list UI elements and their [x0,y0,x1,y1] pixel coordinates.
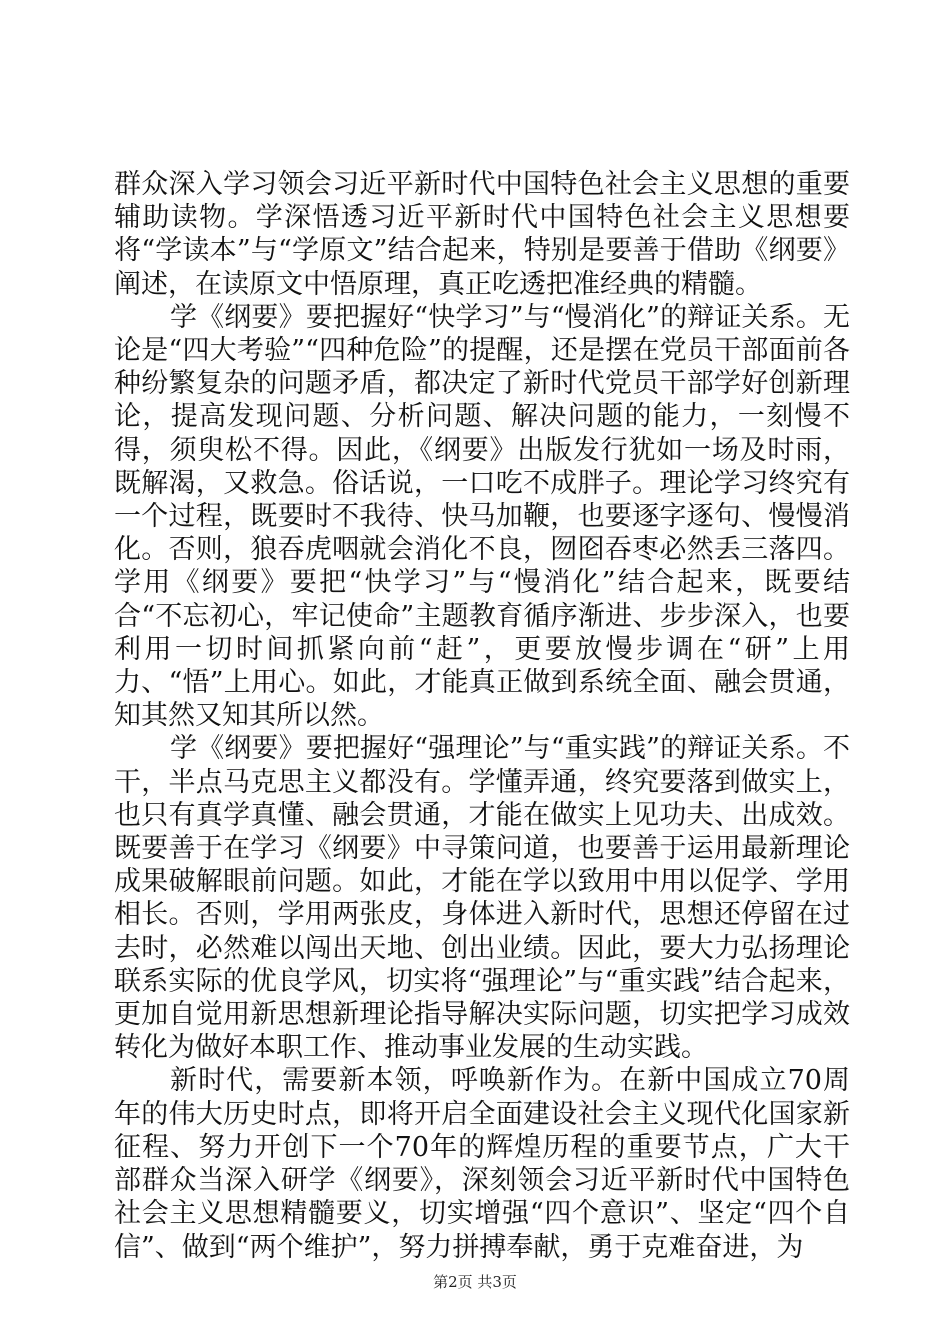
paragraph-continuation: 群众深入学习领会习近平新时代中国特色社会主义思想的重要辅助读物。学深悟透习近平新时代中国特色社会主义思想要将“学读本”与“学原文”结合起来，特别是要善于借助《纲要》阐述，在读原文中悟原理，真正吃透把准经典的精髓。 [114,169,850,300]
paragraph-fast-study-slow-digest: 学《纲要》要把握好“快学习”与“慢消化”的辩证关系。无论是“四大考验”“四种危险”的提醒，还是摆在党员干部面前各种纷繁复杂的问题矛盾，都决定了新时代党员干部学好创新理论，提高发现问题、分析问题、解决问题的能力，一刻慢不得，须臾松不得。因此，《纲要》出版发行犹如一场及时雨，既解渴，又救急。俗话说，一口吃不成胖子。理论学习终究有一个过程，既要时不我待、快马加鞭，也要逐字逐句、慢慢消化。否则，狼吞虎咽就会消化不良，囫囵吞枣必然丢三落四。学用《纲要》要把“快学习”与“慢消化”结合起来，既要结合“不忘初心，牢记使命”主题教育循序渐进、步步深入，也要利用一切时间抓紧向前“赶”，更要放慢步调在“研”上用力、“悟”上用心。如此，才能真正做到系统全面、融会贯通，知其然又知其所以然。 [114,301,850,732]
page-number-footer: 第2页 共3页 [433,1273,517,1291]
document-body [114,168,850,1264]
paragraph-theory-and-practice: 学《纲要》要把握好“强理论”与“重实践”的辩证关系。不干，半点马克思主义都没有。学懂弄通，终究要落到做实上，也只有真学真懂、融会贯通，才能在做实上见功夫、出成效。既要善于在学习《纲要》中寻策问道，也要善于运用最新理论成果破解眼前问题。如此，才能在学以致用中用以促学、学用相长。否则，学用两张皮，身体进入新时代，思想还停留在过去时，必然难以闯出天地、创出业绩。因此，要大力弘扬理论联系实际的优良学风，切实将“强理论”与“重实践”结合起来，更加自觉用新思想新理论指导解决实际问题，切实把学习成效转化为做好本职工作、推动事业发展的生动实践。 [114,733,850,1064]
paragraph-new-era: 新时代，需要新本领，呼唤新作为。在新中国成立70周年的伟大历史时点，即将开启全面建设社会主义现代化国家新征程、努力开创下一个70年的辉煌历程的重要节点，广大干部群众当深入研学《纲要》，深刻领会习近平新时代中国特色社会主义思想精髓要义，切实增强“四个意识”、坚定“四个自信”、做到“两个维护”，努力拼搏奉献，勇于克难奋进，为 [114,1065,850,1263]
